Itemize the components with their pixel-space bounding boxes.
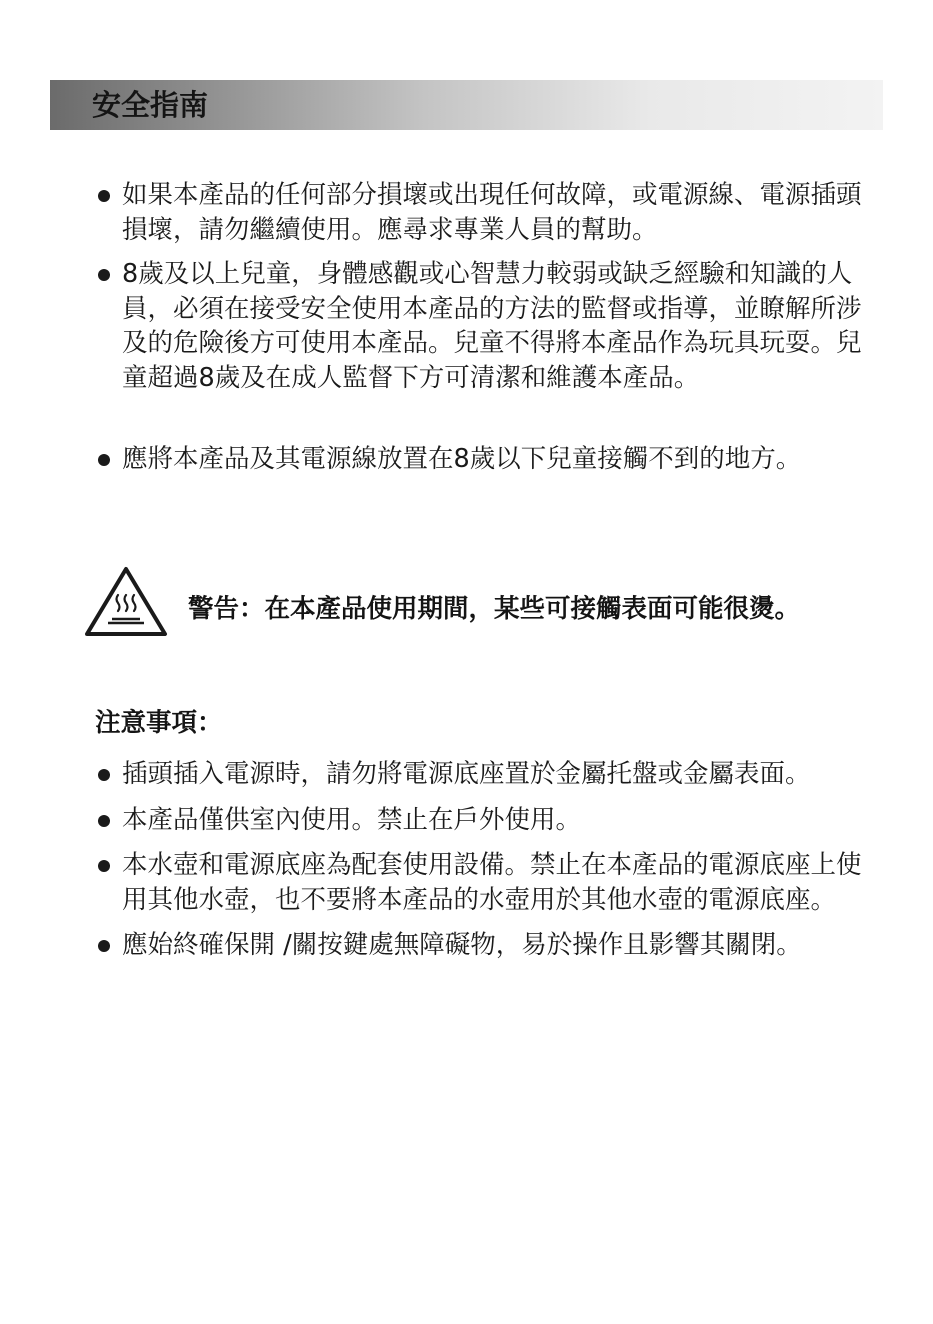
warning-text: 警告：在本產品使用期間，某些可接觸表面可能很燙。 bbox=[188, 594, 801, 624]
section-title: 安全指南 bbox=[92, 88, 209, 122]
list-item-text: 如果本產品的任何部分損壞或出現任何故障，或電源線、電源插頭損壞，請勿繼續使用。應尋求專業人員的幫助。 bbox=[122, 180, 862, 245]
list-item-text: 8歲及以上兒童，身體感觀或心智慧力較弱或缺乏經驗和知識的人員，必須在接受安全使用本產品的方法的監督或指導，並瞭解所涉及的危險後方可使用本產品。兒童不得將本產品作為玩具玩耍。兒童超過8歲及在成人監督下方可清潔和維護本產品。 bbox=[122, 259, 862, 393]
list-item bbox=[95, 442, 885, 477]
list-item-text: 本產品僅供室內使用。禁止在戶外使用。 bbox=[122, 804, 582, 835]
safety-list bbox=[95, 178, 885, 477]
list-item bbox=[95, 803, 885, 838]
hot-surface-warning-icon bbox=[84, 565, 168, 637]
notes-heading: 注意事項： bbox=[95, 708, 223, 738]
bullet-icon bbox=[98, 454, 110, 466]
list-item-text: 應將本產品及其電源線放置在8歲以下兒童接觸不到的地方。 bbox=[122, 444, 802, 474]
list-item bbox=[95, 848, 885, 917]
list-item bbox=[95, 178, 885, 247]
section-header-bar bbox=[50, 80, 883, 130]
bullet-icon bbox=[98, 769, 110, 781]
bullet-icon bbox=[98, 940, 110, 952]
list-item-text: 應始終確保開 /關按鍵處無障礙物，易於操作且影響其關閉。 bbox=[122, 930, 802, 960]
bullet-icon bbox=[98, 815, 110, 827]
list-item bbox=[95, 257, 885, 395]
warning-notice bbox=[84, 565, 884, 637]
bullet-icon bbox=[98, 860, 110, 872]
list-item bbox=[95, 928, 885, 963]
list-item bbox=[95, 757, 885, 792]
notes-list bbox=[95, 757, 885, 963]
list-item-text: 本水壺和電源底座為配套使用設備。禁止在本產品的電源底座上使用其他水壺，也不要將本產品的水壺用於其他水壺的電源底座。 bbox=[122, 850, 862, 915]
bullet-icon bbox=[98, 269, 110, 281]
bullet-icon bbox=[98, 190, 110, 202]
list-item-text: 插頭插入電源時，請勿將電源底座置於金屬托盤或金屬表面。 bbox=[122, 759, 811, 789]
